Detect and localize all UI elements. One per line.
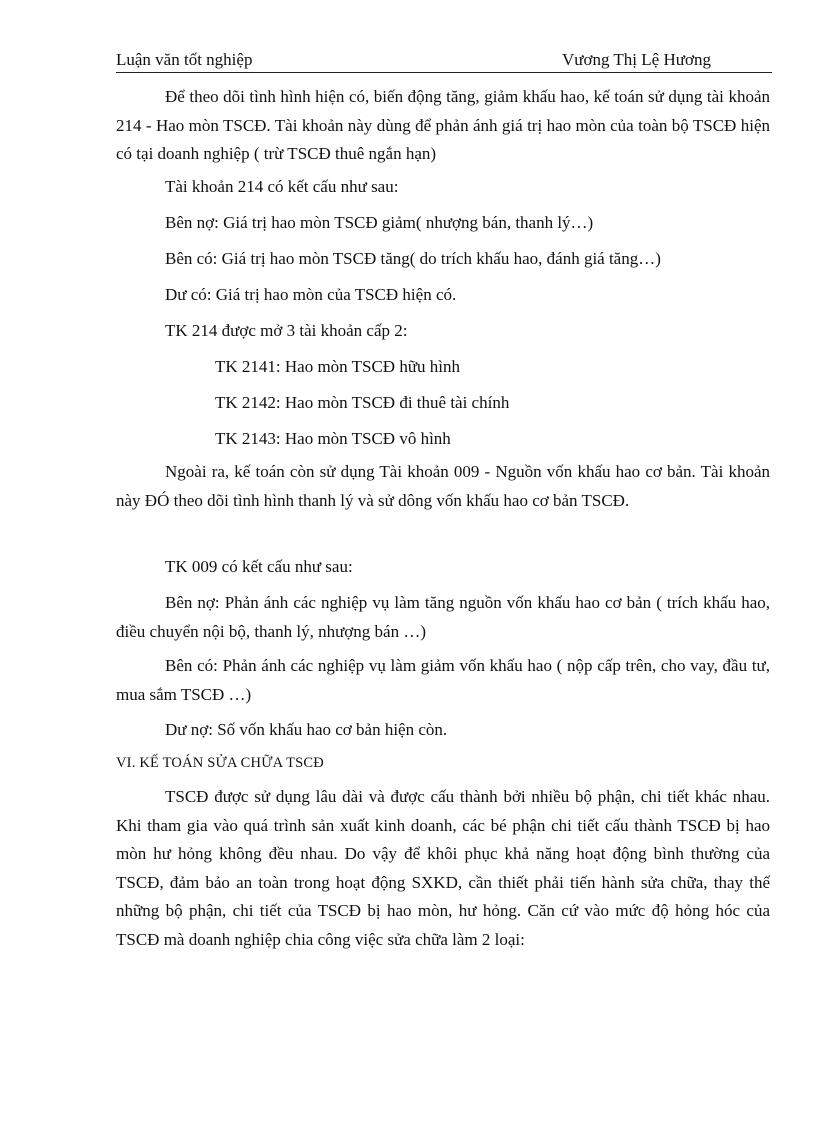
header-divider: [116, 72, 772, 73]
paragraph-account-009-credit: Bên có: Phản ánh các nghiệp vụ làm giảm vốn khấu hao ( nộp cấp trên, cho vay, đầu tư, mua sắm TSCĐ …): [116, 656, 770, 704]
line-sub-account-2141: TK 2141: Hao mòn TSCĐ hữu hình: [215, 357, 461, 376]
line-account-214-sub-accounts: TK 214 được mở 3 tài khoản cấp 2:: [165, 321, 408, 340]
header-author-name: Vương Thị Lệ Hương: [562, 50, 711, 69]
page-header: [116, 50, 772, 72]
line-account-009-balance: Dư nợ: Số vốn khấu hao cơ bản hiện còn.: [165, 720, 448, 739]
paragraph-account-009-debit: Bên nợ: Phản ánh các nghiệp vụ làm tăng nguồn vốn khấu hao cơ bản ( trích khấu hao, điều chuyển nội bộ, thanh lý, nhượng bán …): [116, 593, 770, 641]
header-thesis-title: Luận văn tốt nghiệp: [116, 50, 253, 69]
paragraph-repair-intro: TSCĐ được sử dụng lâu dài và được cấu thành bởi nhiều bộ phận, chi tiết khác nhau. Khi tham gia vào quá trình sản xuất kinh doanh, các bé phận chi tiết cấu thành TSCĐ bị hao mòn hư hỏng không đều nhau. Do vậy để khôi phục khả năng hoạt động bình thường của TSCĐ, đảm bảo an toàn trong hoạt động SXKD, cần thiết phải tiến hành sửa chữa, thay thế những bộ phận, chi tiết của TSCĐ bị hao mòn, hư hỏng. Căn cứ vào mức độ hỏng hóc của TSCĐ mà doanh nghiệp chia công việc sửa chữa làm 2 loại:: [116, 787, 770, 949]
line-account-214-credit: Bên có: Giá trị hao mòn TSCĐ tăng( do trích khấu hao, đánh giá tăng…): [165, 249, 661, 268]
line-account-214-structure: Tài khoản 214 có kết cấu như sau:: [165, 177, 399, 196]
line-account-009-structure: TK 009 có kết cấu như sau:: [165, 557, 353, 576]
line-sub-account-2142: TK 2142: Hao mòn TSCĐ đi thuê tài chính: [215, 393, 510, 412]
line-account-214-debit: Bên nợ: Giá trị hao mòn TSCĐ giảm( nhượng bán, thanh lý…): [165, 213, 594, 232]
line-sub-account-2143: TK 2143: Hao mòn TSCĐ vô hình: [215, 429, 451, 448]
paragraph-account-214-intro: Để theo dõi tình hình hiện có, biến động tăng, giảm khấu hao, kế toán sử dụng tài khoản 214 - Hao mòn TSCĐ. Tài khoản này dùng để phản ánh giá trị hao mòn của toàn bộ TSCĐ hiện có tại doanh nghiệp ( trừ TSCĐ thuê ngắn hạn): [116, 87, 770, 163]
paragraph-account-009-intro: Ngoài ra, kế toán còn sử dụng Tài khoản 009 - Nguồn vốn khấu hao cơ bản. Tài khoản này ĐÓ theo dõi tình hình thanh lý và sử dông vốn khấu hao cơ bản TSCĐ.: [116, 462, 770, 510]
line-account-214-balance: Dư có: Giá trị hao mòn của TSCĐ hiện có.: [165, 285, 457, 304]
section-heading: VI. KẾ TOÁN SỬA CHỮA TSCĐ: [116, 755, 324, 771]
